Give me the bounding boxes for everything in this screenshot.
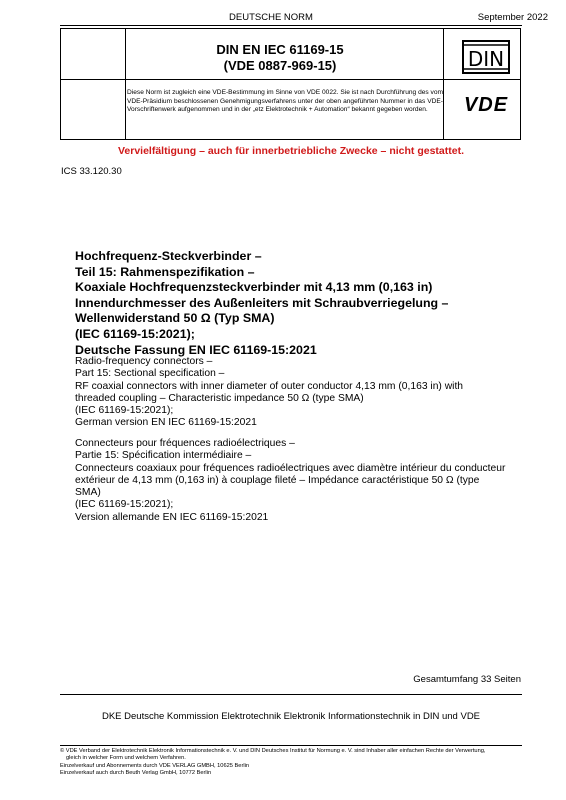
copyright-line: © VDE Verband der Elektrotechnik Elektronik Informationstechnik e. V. und DIN Deutsches Institut für Normung e. V. sind Inhaber aller einfachen Rechte der Verwertung, <box>60 748 486 754</box>
german-title-line: Innendurchmesser des Außenleiters mit Schraubverriegelung – <box>75 295 449 310</box>
standard-number-block <box>125 42 435 74</box>
french-title-line: Connecteurs coaxiaux pour fréquences radioélectriques avec diamètre intérieur du conducteur <box>75 462 506 474</box>
english-title-line: Radio-frequency connectors – <box>75 356 213 367</box>
copyright-line: Einzelverkauf auch durch Beuth Verlag GmbH, 10772 Berlin <box>60 770 212 777</box>
german-title <box>75 249 535 358</box>
copyright-notice <box>60 748 522 778</box>
copyright-line: gleich in welcher Form und welchem Verfahren. <box>66 755 186 762</box>
english-title-line: German version EN IEC 61169-15:2021 <box>75 417 257 429</box>
vde-classification-number: (VDE 0887-969-15) <box>223 58 337 73</box>
standard-number: DIN EN IEC 61169-15 <box>216 42 344 57</box>
header-rule <box>60 25 522 26</box>
german-title-line: Teil 15: Rahmenspezifikation – <box>75 264 255 279</box>
reproduction-notice: Vervielfältigung – auch für innerbetriebliche Zwecke – nicht gestattet. <box>117 145 464 157</box>
standard-type-label: DEUTSCHE NORM <box>229 12 313 23</box>
publication-date: September 2022 <box>477 12 548 23</box>
german-title-line: (IEC 61169-15:2021); <box>75 326 195 341</box>
french-title-line: Connecteurs pour fréquences radioélectriques – <box>75 438 295 449</box>
total-pages: Gesamtumfang 33 Seiten <box>413 674 521 685</box>
german-title-line: Wellenwiderstand 50 Ω (Typ SMA) <box>75 311 275 326</box>
french-title-line: (IEC 61169-15:2021); <box>75 499 174 511</box>
french-title <box>75 438 520 524</box>
german-title-line: Deutsche Fassung EN IEC 61169-15:2021 <box>75 342 317 357</box>
english-title-line: threaded coupling – Characteristic impedance 50 Ω (type SMA) <box>75 392 364 404</box>
box-divider-right <box>443 29 444 139</box>
din-logo-icon <box>464 42 508 72</box>
french-title-line: extérieur de 4,13 mm (0,163 in) à couplage fileté – Impédance caractéristique 50 Ω (type <box>75 474 480 486</box>
din-logo-text: DIN <box>467 47 505 71</box>
box-divider-middle <box>61 79 520 80</box>
din-logo <box>462 40 510 74</box>
vde-approval-note: Diese Norm ist zugleich eine VDE-Bestimmung im Sinne von VDE 0022. Sie ist nach Durchführung des vom VDE-Präsidium beschlossenen Genehmigungsverfahrens unter der oben angeführten Nummer in das VDE-Vorschriftenwerk aufgenommen und in der „etz Elektrotechnik + Automation“ bekannt gegeben worden. <box>127 89 443 114</box>
english-title-line: RF coaxial connectors with inner diameter of outer conductor 4,13 mm (0,163 in) with <box>75 380 464 392</box>
german-title-line: Koaxiale Hochfrequenzsteckverbinder mit 4,13 mm (0,163 in) <box>75 280 433 295</box>
copyright-line: Einzelverkauf und Abonnements durch VDE VERLAG GMBH, 10625 Berlin <box>60 762 250 769</box>
french-title-line: SMA) <box>75 487 101 499</box>
vde-logo: VDE <box>463 94 509 116</box>
english-title-line: Part 15: Sectional specification – <box>75 368 225 380</box>
english-title-line: (IEC 61169-15:2021); <box>75 405 174 417</box>
french-title-line: Version allemande EN IEC 61169-15:2021 <box>75 511 269 523</box>
footer-rule-bottom <box>60 745 522 746</box>
english-title <box>75 356 520 430</box>
german-title-line: Hochfrequenz-Steckverbinder – <box>75 249 262 263</box>
ics-code: ICS 33.120.30 <box>61 166 122 177</box>
dke-line: DKE Deutsche Kommission Elektrotechnik Elektronik Informationstechnik in DIN und VDE <box>101 711 481 722</box>
footer-rule-top <box>60 694 522 695</box>
french-title-line: Partie 15: Spécification intermédiaire – <box>75 450 252 462</box>
standard-header-box <box>60 28 521 140</box>
